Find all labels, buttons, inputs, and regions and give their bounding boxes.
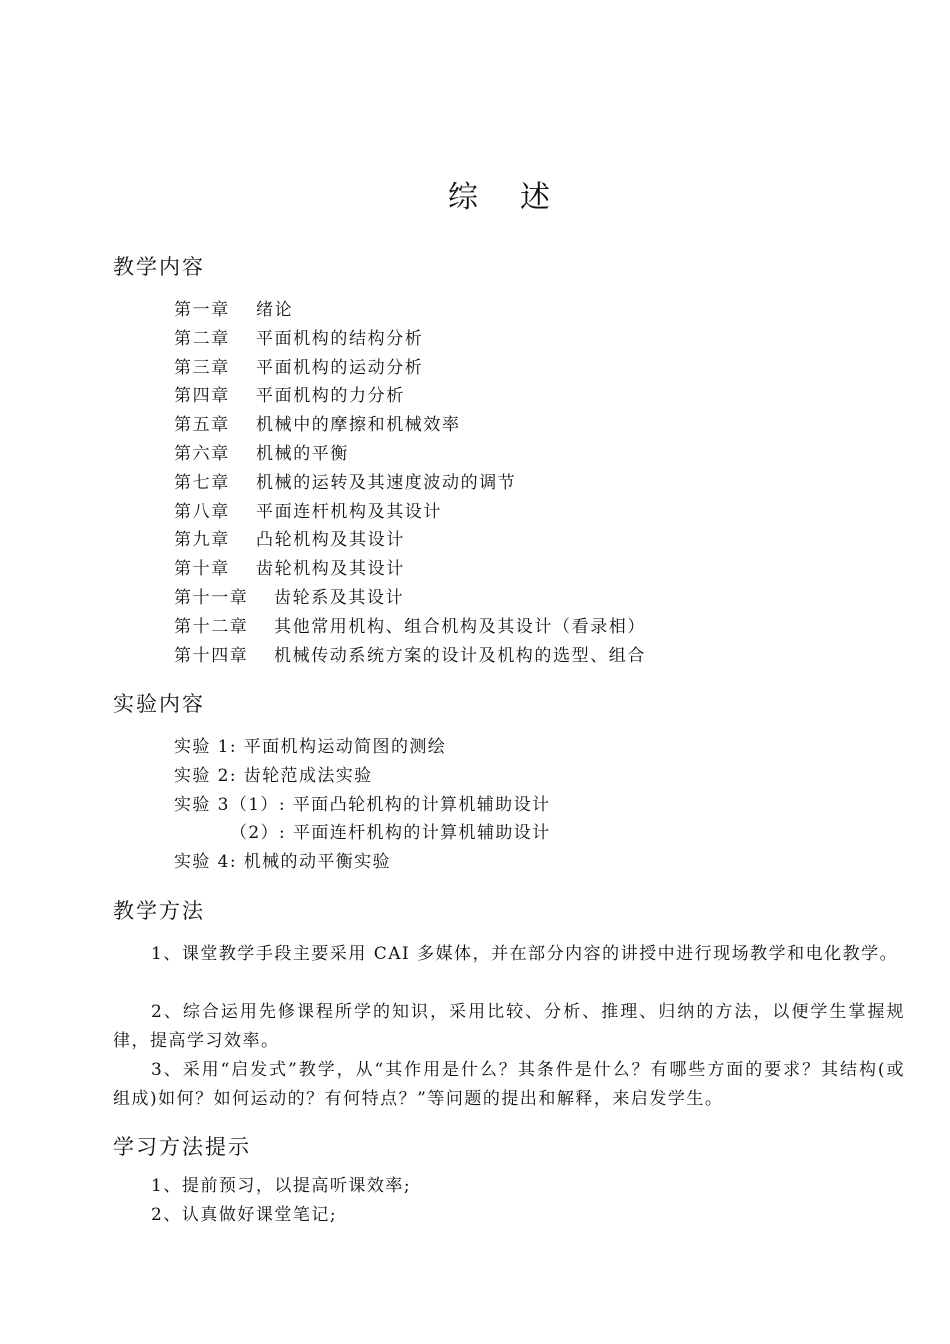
- list-item: [174, 354, 646, 383]
- chapter-name: 凸轮机构及其设计: [256, 530, 405, 551]
- list-item: [174, 440, 646, 469]
- chapter-number: 第六章: [174, 443, 230, 464]
- list-item: 实验 1: 平面机构运动简图的测绘: [174, 737, 447, 757]
- chapter-name: 机械中的摩擦和机械效率: [256, 415, 461, 436]
- chapter-name: 机械的运转及其速度波动的调节: [256, 472, 517, 493]
- list-item: [174, 526, 646, 555]
- chapter-name: 平面机构的结构分析: [256, 328, 424, 349]
- chapter-name: 其他常用机构、组合机构及其设计（看录相）: [274, 616, 646, 637]
- section-heading-study-tips: 学习方法提示: [113, 1135, 251, 1159]
- list-item: [174, 469, 646, 498]
- chapter-number: 第十一章: [174, 587, 249, 608]
- list-item: [174, 584, 646, 613]
- list-item: [174, 325, 646, 354]
- chapter-number: 第七章: [174, 472, 230, 493]
- chapter-name: 平面机构的运动分析: [256, 357, 424, 378]
- list-item: [174, 296, 646, 325]
- list-item: [174, 642, 646, 671]
- section-heading-experiment-content: 实验内容: [113, 692, 205, 716]
- experiment-list: [174, 733, 551, 877]
- chapter-number: 第十章: [174, 559, 230, 580]
- chapter-number: 第二章: [174, 328, 230, 349]
- list-item: 实验 3（1）: 平面凸轮机构的计算机辅助设计: [174, 794, 551, 815]
- chapter-number: 第五章: [174, 415, 230, 436]
- method-paragraph: 1、课堂教学手段主要采用 CAI 多媒体，并在部分内容的讲授中进行现场教学和电化教学。: [151, 944, 899, 964]
- method-paragraph: 3、采用“启发式”教学，从“其作用是什么？其条件是什么？有哪些方面的要求？其结构(或组成)如何？如何运动的？有何特点？”等问题的提出和解释，来启发学生。: [113, 1060, 905, 1109]
- tip-item: 2、认真做好课堂笔记;: [151, 1205, 338, 1225]
- chapter-name: 绪论: [256, 300, 294, 320]
- chapter-number: 第四章: [174, 386, 230, 407]
- chapter-number: 第八章: [174, 501, 230, 522]
- list-item: [174, 498, 646, 527]
- chapter-list: [174, 296, 646, 670]
- chapter-number: 第十二章: [174, 616, 249, 637]
- list-item: [174, 411, 646, 440]
- section-heading-teaching-content: 教学内容: [113, 255, 205, 279]
- chapter-number: 第一章: [174, 300, 230, 320]
- list-item: [174, 613, 646, 642]
- list-item: 实验 2: 齿轮范成法实验: [174, 765, 373, 786]
- chapter-number: 第三章: [174, 357, 230, 378]
- chapter-name: 平面机构的力分析: [256, 386, 405, 407]
- chapter-number: 第九章: [174, 530, 230, 551]
- chapter-name: 齿轮机构及其设计: [256, 559, 405, 580]
- chapter-name: 齿轮系及其设计: [274, 587, 405, 608]
- list-item: 实验 4: 机械的动平衡实验: [174, 852, 391, 873]
- list-item: [174, 555, 646, 584]
- list-item: [174, 382, 646, 411]
- tip-item: 1、提前预习，以提高听课效率;: [151, 1176, 412, 1196]
- page-title: 综述: [448, 180, 592, 215]
- list-item: （2）: 平面连杆机构的计算机辅助设计: [230, 823, 551, 844]
- section-heading-teaching-method: 教学方法: [113, 899, 205, 923]
- chapter-name: 机械的平衡: [256, 443, 349, 464]
- chapter-number: 第十四章: [174, 645, 249, 666]
- chapter-name: 机械传动系统方案的设计及机构的选型、组合: [274, 645, 646, 666]
- method-paragraph: 2、综合运用先修课程所学的知识，采用比较、分析、推理、归纳的方法，以便学生掌握规律，提高学习效率。: [113, 1002, 905, 1051]
- chapter-name: 平面连杆机构及其设计: [256, 501, 442, 522]
